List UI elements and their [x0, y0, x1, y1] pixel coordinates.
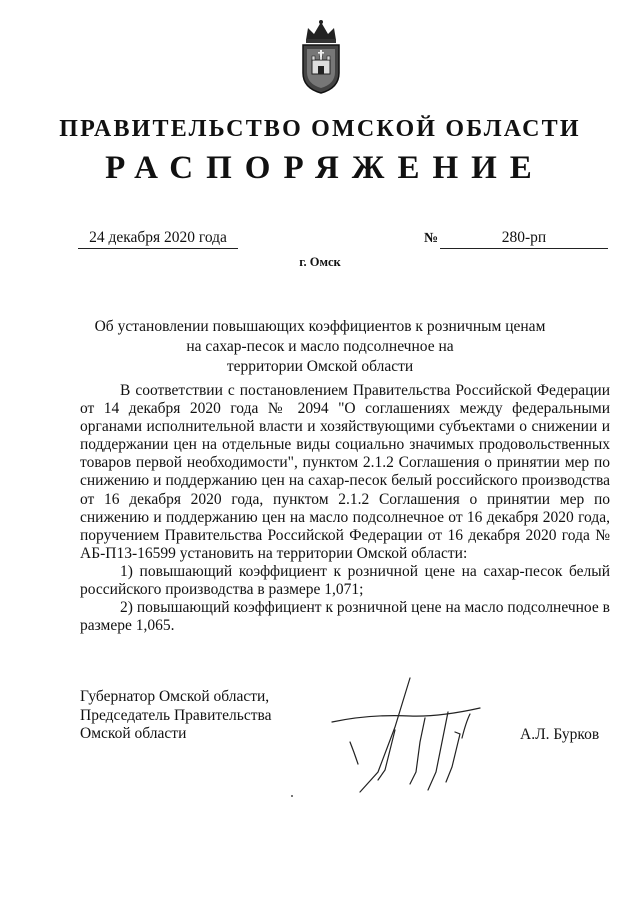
number-label: № — [424, 231, 439, 246]
government-title: ПРАВИТЕЛЬСТВО ОМСКОЙ ОБЛАСТИ — [59, 116, 581, 142]
signatory-title — [80, 688, 272, 744]
body-paragraph: 2) повышающий коэффициент к розничной цене на масло подсолнечное в размере 1,065. — [80, 599, 610, 635]
document-subject — [90, 317, 550, 377]
subject-line: на сахар-песок и масло подсолнечное на — [186, 338, 454, 355]
signatory-name: А.Л. Бурков — [520, 726, 600, 743]
coat-of-arms-emblem — [298, 18, 344, 94]
signatory-title-line: Омской области — [80, 725, 187, 742]
document-body — [80, 382, 610, 635]
body-paragraph: 1) повышающий коэффициент к розничной цене на сахар-песок белый российского производства в размере 1,071; — [80, 562, 610, 599]
body-paragraph: В соответствии с постановлением Правительства Российской Федерации от 14 декабря 2020 года № 2094 "О соглашениях между федеральными органами исполнительной власти и хозяйствующими субъектами о снижении и поддержании цен на отдельные виды социально значимых продовольственных товаров первой необходимости", пунктом 2.1.2 Соглашения о принятии мер по снижению и поддержанию цен на сахар-песок белый российского производства от 16 декабря 2020 года, пунктом 2.1.2 Соглашения о принятии мер по снижению и поддержанию цен на масло подсолнечное от 16 декабря 2020 года, поручением Правительства Российской Федерации от 16 декабря 2020 года № АБ-П13-16599 установить на территории Омской области: — [80, 382, 610, 562]
document-city: г. Омск — [299, 255, 341, 269]
signatory-title-line: Председатель Правительства — [80, 706, 272, 724]
subject-line: Об установлении повышающих коэффициентов к розничным ценам — [94, 318, 546, 335]
handwritten-signature — [330, 672, 505, 807]
document-number: 280-рп — [440, 229, 608, 249]
subject-line: территории Омской области — [226, 358, 414, 375]
document-date: 24 декабря 2020 года — [78, 229, 238, 249]
scan-speck — [291, 795, 293, 797]
signatory-title-line: Губернатор Омской области, — [80, 688, 270, 705]
document-type-title: РАСПОРЯЖЕНИЕ — [105, 150, 545, 186]
